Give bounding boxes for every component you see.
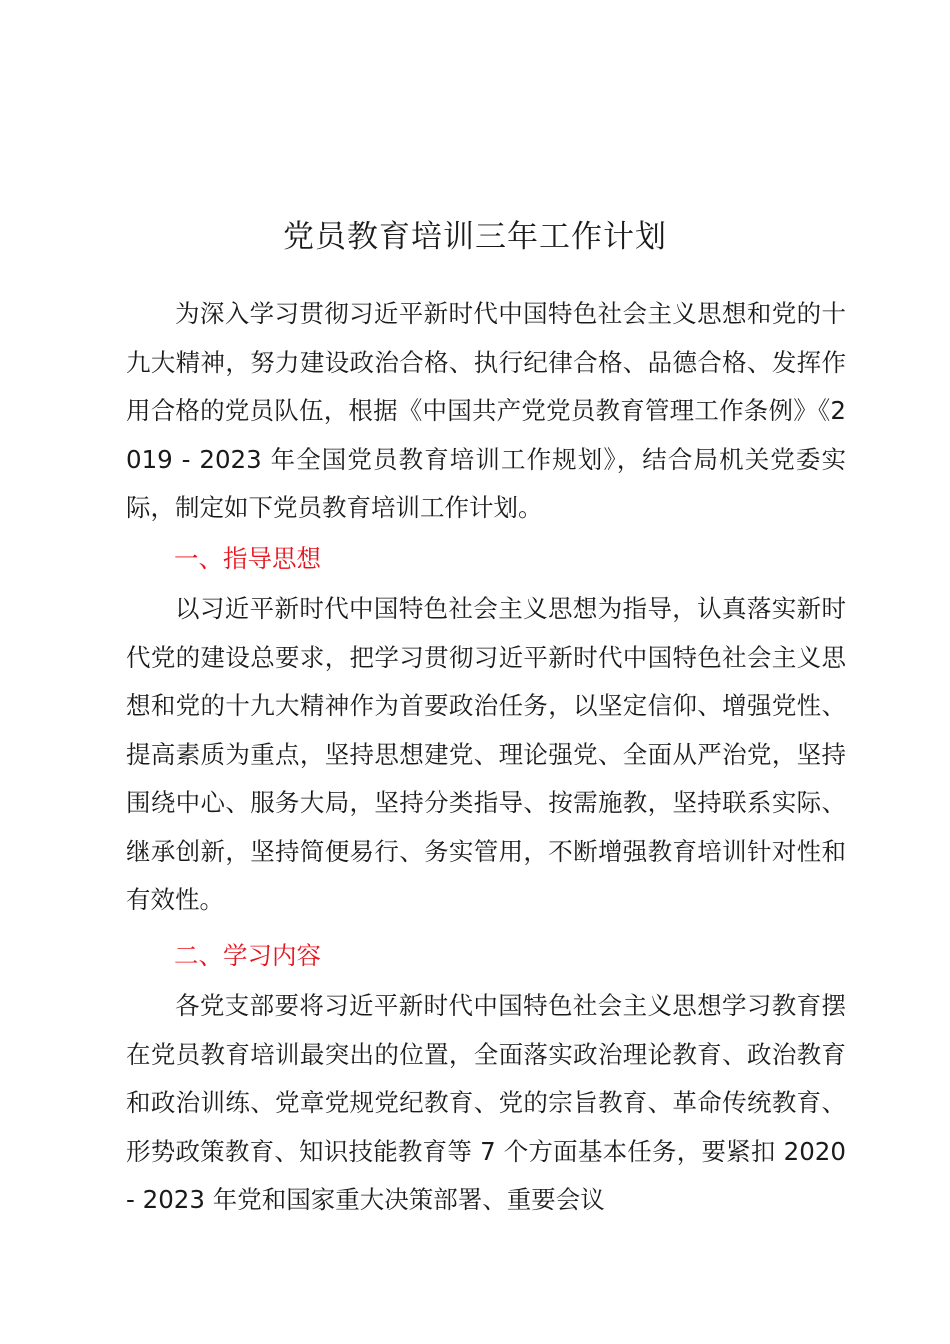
document-title: 党员教育培训三年工作计划	[283, 219, 667, 255]
section-heading-guiding-ideology: 一、指导思想	[174, 544, 321, 573]
section-heading-study-content: 二、学习内容	[174, 941, 321, 970]
guiding-ideology-paragraph: 以习近平新时代中国特色社会主义思想为指导，认真落实新时代党的建设总要求，把学习贯彻习近平新时代中国特色社会主义思想和党的十九大精神作为首要政治任务，以坚定信仰、增强党性、提高素质为重点，坚持思想建党、理论强党、全面从严治党，坚持围绕中心、服务大局，坚持分类指导、按需施教，坚持联系实际、继承创新，坚持简便易行、务实管用，不断增强教育培训针对性和有效性。	[126, 594, 846, 914]
intro-paragraph: 为深入学习贯彻习近平新时代中国特色社会主义思想和党的十九大精神，努力建设政治合格、执行纪律合格、品德合格、发挥作用合格的党员队伍，根据《中国共产党党员教育管理工作条例》《2019 - 2023 年全国党员教育培训工作规划》，结合局机关党委实际，制定如下党员教育培训工作计划。	[126, 299, 846, 522]
study-content-paragraph: 各党支部要将习近平新时代中国特色社会主义思想学习教育摆在党员教育培训最突出的位置，全面落实政治理论教育、政治教育和政治训练、党章党规党纪教育、党的宗旨教育、革命传统教育、形势政策教育、知识技能教育等 7 个方面基本任务，要紧扣 2020 - 2023 年党和国家重大决策部署、重要会议	[126, 991, 846, 1214]
